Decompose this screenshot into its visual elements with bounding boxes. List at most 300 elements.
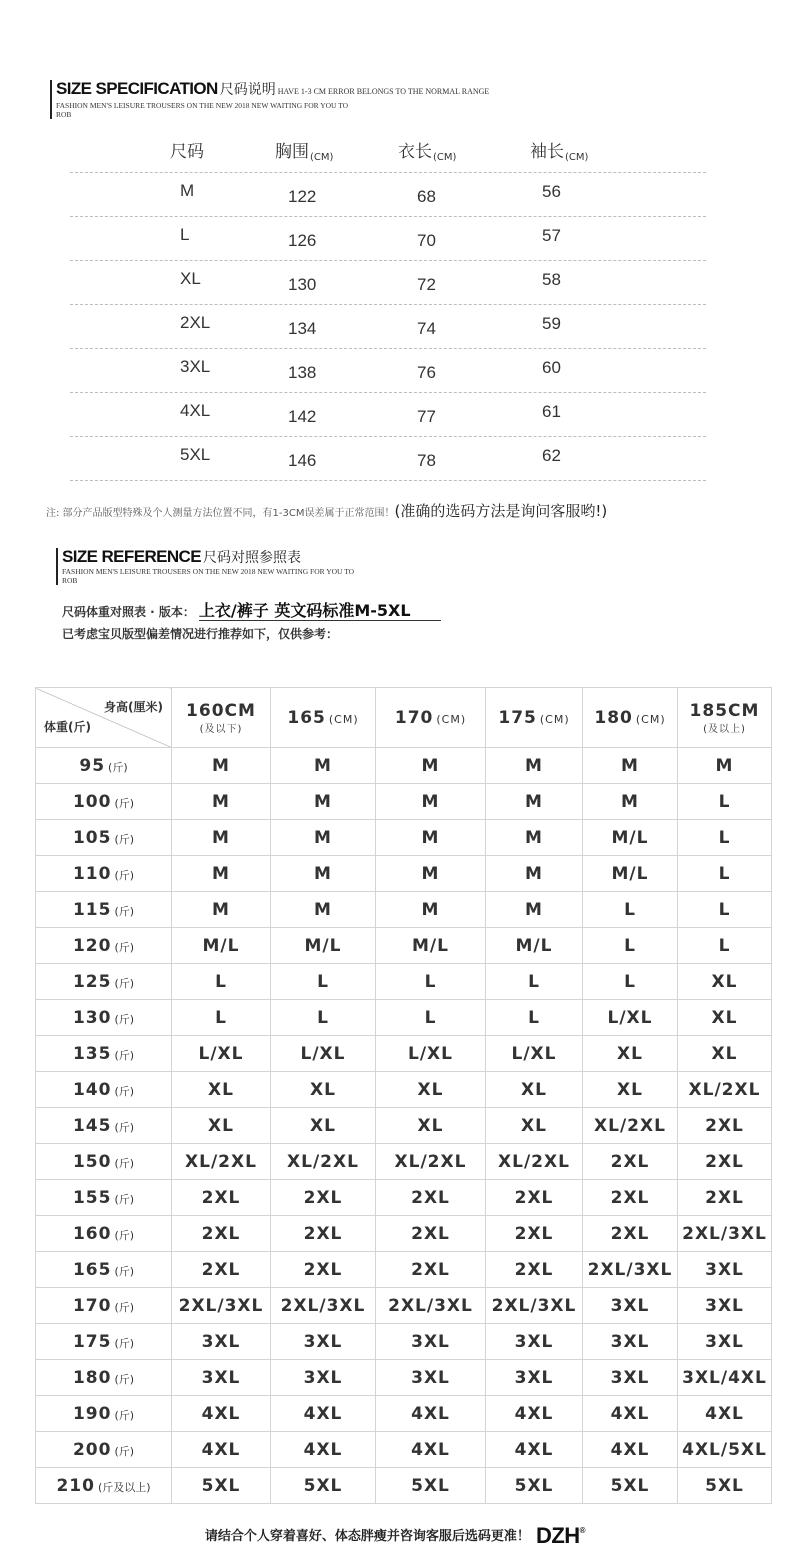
spec-row <box>70 217 706 261</box>
size-cell: XL <box>271 1108 376 1144</box>
height-unit: (CM) <box>635 712 666 726</box>
size-cell: 3XL <box>172 1360 271 1396</box>
size-cell: 2XL <box>172 1180 271 1216</box>
size-cell: 3XL <box>376 1324 486 1360</box>
size-cell: L <box>172 964 271 1000</box>
size-cell: 2XL <box>271 1180 376 1216</box>
table-row <box>36 892 772 928</box>
size-cell: L <box>376 964 486 1000</box>
size-cell: 2XL <box>376 1180 486 1216</box>
size-cell: XL <box>172 1072 271 1108</box>
spec-header-row <box>70 130 706 173</box>
weight-cell <box>36 1000 172 1036</box>
size-cell: M <box>583 748 678 784</box>
weight-unit: (斤) <box>114 1300 135 1314</box>
spec-header-unit: (CM) <box>433 152 457 163</box>
note-small: 注: 部分产品版型特殊及个人测量方法位置不同，有1-3CM误差属于正常范围！ <box>46 508 395 519</box>
measurement-note <box>46 500 607 521</box>
weight-value: 200 <box>72 1439 112 1460</box>
size-cell: M <box>172 784 271 820</box>
size-cell: 2XL <box>678 1180 772 1216</box>
spec-cell: 68 <box>417 186 436 206</box>
size-ref-header <box>56 548 362 585</box>
size-cell: M <box>486 892 583 928</box>
size-cell: 2XL <box>678 1144 772 1180</box>
size-cell: L <box>172 1000 271 1036</box>
spec-cell: 2XL <box>180 312 211 332</box>
size-cell: 4XL <box>486 1432 583 1468</box>
size-cell: 5XL <box>678 1468 772 1504</box>
size-cell: L <box>583 928 678 964</box>
spec-cell: 142 <box>288 406 317 426</box>
weight-unit: (斤) <box>114 1084 135 1098</box>
weight-unit: (斤) <box>108 760 128 774</box>
size-cell: M/L <box>583 820 678 856</box>
consider-line: 已考虑宝贝版型偏差情况进行推荐如下，仅供参考： <box>62 627 339 641</box>
size-cell: 2XL <box>486 1180 583 1216</box>
weight-unit: (斤) <box>114 940 135 954</box>
version-value: 上衣/裤子 英文码标准M-5XL <box>199 601 441 621</box>
size-cell: M/L <box>376 928 486 964</box>
size-cell: 3XL <box>583 1324 678 1360</box>
size-cell: 4XL/5XL <box>678 1432 772 1468</box>
table-row <box>36 1000 772 1036</box>
weight-value: 180 <box>72 1367 112 1388</box>
weight-cell <box>36 892 172 928</box>
height-value: 180 <box>594 707 633 728</box>
weight-cell <box>36 1108 172 1144</box>
table-row <box>36 1252 772 1288</box>
size-cell: 2XL <box>172 1252 271 1288</box>
size-cell: L <box>583 964 678 1000</box>
size-cell: M <box>376 892 486 928</box>
height-value: 165 <box>287 707 326 728</box>
size-cell: 2XL <box>583 1180 678 1216</box>
corner-height-label: 身高(厘米) <box>104 700 163 714</box>
table-row <box>36 820 772 856</box>
size-cell: L/XL <box>172 1036 271 1072</box>
weight-unit: (斤) <box>114 1444 135 1458</box>
size-cell: M <box>271 748 376 784</box>
ref-header-row <box>36 688 772 748</box>
height-sub: (及以下) <box>199 723 243 735</box>
height-value: 170 <box>394 707 434 728</box>
weight-cell <box>36 856 172 892</box>
spec-subtitle: FASHION MEN'S LEISURE TROUSERS ON THE NEW 2018 NEW WAITING FOR YOU TO ROB <box>56 101 349 119</box>
spec-cell: 122 <box>288 186 317 206</box>
size-cell: L <box>678 784 772 820</box>
weight-cell <box>36 1216 172 1252</box>
size-cell: 4XL <box>271 1396 376 1432</box>
size-cell: M <box>583 784 678 820</box>
size-cell: 2XL <box>486 1216 583 1252</box>
size-cell: M <box>678 748 772 784</box>
size-cell: XL <box>486 1108 583 1144</box>
size-cell: 2XL <box>376 1216 486 1252</box>
size-cell: 2XL/3XL <box>678 1216 772 1252</box>
spec-cell: 126 <box>288 230 317 250</box>
table-row <box>36 1432 772 1468</box>
size-cell: 3XL <box>271 1324 376 1360</box>
size-cell: XL <box>678 964 772 1000</box>
size-cell: 2XL <box>678 1108 772 1144</box>
spec-header-unit: (CM) <box>310 152 334 163</box>
size-cell: 4XL <box>583 1396 678 1432</box>
size-cell: XL <box>678 1036 772 1072</box>
ref-title-en: SIZE REFERENCE <box>62 547 201 566</box>
size-cell: L <box>376 1000 486 1036</box>
weight-unit: (斤) <box>114 904 135 918</box>
height-header-cell <box>486 688 583 748</box>
spec-header-unit: (CM) <box>565 152 589 163</box>
weight-cell <box>36 1072 172 1108</box>
size-cell: M <box>271 856 376 892</box>
spec-cell: 5XL <box>180 444 211 464</box>
size-cell: M <box>172 748 271 784</box>
size-cell: 4XL <box>486 1396 583 1432</box>
spec-cell: 4XL <box>180 400 211 420</box>
size-cell: L/XL <box>376 1036 486 1072</box>
size-cell: XL <box>172 1108 271 1144</box>
size-cell: 5XL <box>271 1468 376 1504</box>
size-cell: 3XL <box>678 1288 772 1324</box>
spec-cell: 77 <box>417 406 436 426</box>
size-cell: L <box>678 928 772 964</box>
size-cell: M/L <box>172 928 271 964</box>
spec-cell: 3XL <box>180 356 211 376</box>
weight-value: 160 <box>72 1223 112 1244</box>
weight-value: 135 <box>72 1043 112 1064</box>
spec-header-label: 衣长 <box>398 142 432 162</box>
size-cell: 3XL <box>172 1324 271 1360</box>
version-line <box>62 598 441 621</box>
size-cell: L <box>486 1000 583 1036</box>
size-spec-table <box>70 130 706 481</box>
spec-cell: 78 <box>417 450 436 470</box>
spec-header-label: 袖长 <box>530 142 564 162</box>
size-cell: M <box>271 820 376 856</box>
height-header-cell <box>271 688 376 748</box>
weight-unit: (斤) <box>114 868 135 882</box>
size-cell: 3XL <box>486 1324 583 1360</box>
height-header-cell <box>583 688 678 748</box>
height-value: 185CM <box>689 700 760 721</box>
size-cell: L <box>678 820 772 856</box>
size-cell: L/XL <box>583 1000 678 1036</box>
registered-mark: ® <box>579 1526 586 1535</box>
size-cell: 2XL/3XL <box>486 1288 583 1324</box>
ref-body <box>36 688 772 1504</box>
spec-cell: M <box>180 180 195 200</box>
weight-unit: (斤及以上) <box>97 1480 151 1494</box>
size-cell: M <box>271 784 376 820</box>
spec-cell: 76 <box>417 362 436 382</box>
spec-cell: 72 <box>417 274 436 294</box>
weight-value: 95 <box>79 755 106 776</box>
size-cell: M <box>172 856 271 892</box>
table-row <box>36 1468 772 1504</box>
ref-title-cn: 尺码对照参照表 <box>202 550 301 566</box>
size-cell: 4XL <box>376 1432 486 1468</box>
weight-value: 170 <box>72 1295 112 1316</box>
size-cell: M <box>376 820 486 856</box>
size-cell: XL <box>678 1000 772 1036</box>
size-cell: 4XL <box>678 1396 772 1432</box>
weight-cell <box>36 928 172 964</box>
table-row <box>36 1144 772 1180</box>
height-unit: (CM) <box>539 712 570 726</box>
size-cell: 2XL <box>271 1252 376 1288</box>
size-cell: 2XL <box>376 1252 486 1288</box>
brand-logo <box>536 1523 585 1548</box>
table-row <box>36 1396 772 1432</box>
height-unit: (CM) <box>436 712 467 726</box>
size-cell: XL <box>271 1072 376 1108</box>
size-cell: M <box>486 784 583 820</box>
size-cell: 2XL <box>172 1216 271 1252</box>
size-cell: XL <box>583 1072 678 1108</box>
spec-cell: 146 <box>288 450 317 470</box>
size-cell: M <box>172 892 271 928</box>
size-cell: XL/2XL <box>172 1144 271 1180</box>
spec-row <box>70 305 706 349</box>
spec-row <box>70 393 706 437</box>
size-cell: L <box>271 964 376 1000</box>
table-row <box>36 1216 772 1252</box>
spec-header-label: 胸围 <box>275 142 309 162</box>
spec-cell: 56 <box>542 181 561 201</box>
size-cell: 2XL <box>583 1216 678 1252</box>
spec-row <box>70 173 706 217</box>
height-unit: (CM) <box>328 712 359 726</box>
spec-cell: 130 <box>288 274 317 294</box>
size-cell: 4XL <box>172 1432 271 1468</box>
size-cell: 5XL <box>583 1468 678 1504</box>
height-header-cell <box>376 688 486 748</box>
spec-cell: 59 <box>542 313 561 333</box>
weight-cell <box>36 1036 172 1072</box>
size-cell: 3XL <box>583 1360 678 1396</box>
size-cell: 2XL <box>583 1144 678 1180</box>
size-cell: 3XL <box>583 1288 678 1324</box>
table-row <box>36 1072 772 1108</box>
spec-cell: 70 <box>417 230 436 250</box>
weight-cell <box>36 748 172 784</box>
size-reference-table <box>35 687 772 1504</box>
brand-logo-text: DZH <box>535 1523 580 1548</box>
table-row <box>36 748 772 784</box>
spec-cell: 58 <box>542 269 561 289</box>
size-cell: M <box>486 820 583 856</box>
weight-value: 210 <box>56 1475 95 1496</box>
spec-row <box>70 437 706 481</box>
weight-value: 175 <box>72 1331 112 1352</box>
height-value: 175 <box>498 707 537 728</box>
weight-cell <box>36 1360 172 1396</box>
weight-cell <box>36 1144 172 1180</box>
weight-cell <box>36 820 172 856</box>
weight-value: 115 <box>72 899 112 920</box>
size-cell: 3XL/4XL <box>678 1360 772 1396</box>
footer <box>0 1523 790 1549</box>
size-cell: XL/2XL <box>486 1144 583 1180</box>
weight-cell <box>36 1396 172 1432</box>
size-cell: XL <box>376 1072 486 1108</box>
weight-cell <box>36 784 172 820</box>
spec-header-cell <box>530 130 588 172</box>
size-cell: 2XL <box>486 1252 583 1288</box>
weight-value: 155 <box>72 1187 112 1208</box>
size-cell: 2XL/3XL <box>376 1288 486 1324</box>
size-cell: 4XL <box>271 1432 376 1468</box>
spec-title-note: HAVE 1-3 CM ERROR BELONGS TO THE NORMAL RANGE <box>277 87 490 96</box>
size-cell: 2XL/3XL <box>172 1288 271 1324</box>
weight-unit: (斤) <box>114 1228 135 1242</box>
size-cell: XL/2XL <box>583 1108 678 1144</box>
table-row <box>36 928 772 964</box>
weight-unit: (斤) <box>114 1012 135 1026</box>
size-cell: M <box>486 856 583 892</box>
spec-title-cn: 尺码说明 <box>219 82 276 98</box>
spec-cell: 74 <box>417 318 436 338</box>
size-cell: L/XL <box>271 1036 376 1072</box>
weight-unit: (斤) <box>114 832 135 846</box>
weight-cell <box>36 1288 172 1324</box>
spec-cell: XL <box>180 268 201 288</box>
size-cell: 3XL <box>376 1360 486 1396</box>
size-cell: M <box>486 748 583 784</box>
weight-unit: (斤) <box>114 1156 135 1170</box>
table-row <box>36 1360 772 1396</box>
weight-value: 165 <box>72 1259 112 1280</box>
version-label: 尺码体重对照表 · 版本： <box>62 605 195 619</box>
table-row <box>36 1180 772 1216</box>
corner-cell <box>36 688 172 748</box>
height-sub: (及以上) <box>703 723 746 735</box>
size-cell: L <box>583 892 678 928</box>
size-cell: XL/2XL <box>376 1144 486 1180</box>
size-cell: 5XL <box>486 1468 583 1504</box>
size-cell: 2XL/3XL <box>583 1252 678 1288</box>
weight-unit: (斤) <box>114 1264 135 1278</box>
size-cell: 4XL <box>172 1396 271 1432</box>
weight-value: 130 <box>72 1007 112 1028</box>
weight-unit: (斤) <box>114 796 135 810</box>
spec-header-cell <box>398 130 456 172</box>
weight-value: 105 <box>72 827 112 848</box>
weight-unit: (斤) <box>114 976 135 990</box>
footer-text: 请结合个人穿着喜好、体态胖瘦并咨询客服后选码更准！ <box>204 1529 530 1544</box>
table-row <box>36 784 772 820</box>
weight-value: 145 <box>72 1115 112 1136</box>
weight-value: 100 <box>72 791 112 812</box>
size-cell: 2XL/3XL <box>271 1288 376 1324</box>
size-cell: M <box>271 892 376 928</box>
size-cell: XL/2XL <box>271 1144 376 1180</box>
spec-row <box>70 261 706 305</box>
size-cell: L <box>678 892 772 928</box>
spec-header-label: 尺码 <box>170 142 204 162</box>
size-spec-header <box>50 80 489 119</box>
size-cell: 3XL <box>678 1324 772 1360</box>
weight-cell <box>36 1432 172 1468</box>
size-cell: L/XL <box>486 1036 583 1072</box>
weight-value: 190 <box>72 1403 112 1424</box>
weight-value: 120 <box>72 935 112 956</box>
table-row <box>36 1108 772 1144</box>
size-cell: 5XL <box>376 1468 486 1504</box>
size-cell: XL/2XL <box>678 1072 772 1108</box>
size-cell: 3XL <box>486 1360 583 1396</box>
size-cell: M <box>376 856 486 892</box>
table-row <box>36 964 772 1000</box>
spec-cell: L <box>180 224 190 244</box>
spec-cell: 134 <box>288 318 317 338</box>
weight-unit: (斤) <box>114 1048 135 1062</box>
spec-body <box>70 173 706 481</box>
spec-row <box>70 349 706 393</box>
table-row <box>36 856 772 892</box>
size-cell: M <box>376 784 486 820</box>
table-row <box>36 1324 772 1360</box>
corner-weight-label: 体重(斤) <box>44 720 91 734</box>
size-cell: XL <box>486 1072 583 1108</box>
height-header-cell <box>172 688 271 748</box>
weight-cell <box>36 1468 172 1504</box>
ref-subtitle: FASHION MEN'S LEISURE TROUSERS ON THE NEW 2018 NEW WAITING FOR YOU TO ROB <box>62 567 355 585</box>
spec-cell: 57 <box>542 225 561 245</box>
size-cell: M <box>376 748 486 784</box>
size-cell: M/L <box>486 928 583 964</box>
size-cell: XL <box>376 1108 486 1144</box>
size-cell: 3XL <box>678 1252 772 1288</box>
size-cell: L <box>271 1000 376 1036</box>
size-cell: M/L <box>271 928 376 964</box>
size-cell: 4XL <box>583 1432 678 1468</box>
size-cell: XL <box>583 1036 678 1072</box>
weight-unit: (斤) <box>114 1336 135 1350</box>
size-cell: L <box>486 964 583 1000</box>
spec-title-en: SIZE SPECIFICATION <box>56 79 218 98</box>
weight-value: 140 <box>72 1079 112 1100</box>
weight-cell <box>36 1324 172 1360</box>
size-cell: L <box>678 856 772 892</box>
weight-unit: (斤) <box>114 1372 135 1386</box>
size-cell: 3XL <box>271 1360 376 1396</box>
spec-cell: 60 <box>542 357 561 377</box>
size-cell: M <box>172 820 271 856</box>
table-row <box>36 1036 772 1072</box>
note-big: (准确的选码方法是询问客服哟!) <box>394 502 608 520</box>
weight-unit: (斤) <box>114 1408 135 1422</box>
weight-value: 150 <box>72 1151 112 1172</box>
table-row <box>36 1288 772 1324</box>
spec-cell: 62 <box>542 445 561 465</box>
weight-value: 110 <box>72 863 112 884</box>
weight-cell <box>36 1252 172 1288</box>
height-value: 160CM <box>186 700 256 721</box>
weight-unit: (斤) <box>114 1192 135 1206</box>
weight-unit: (斤) <box>114 1120 135 1134</box>
weight-value: 125 <box>72 971 112 992</box>
size-cell: M/L <box>583 856 678 892</box>
size-cell: 5XL <box>172 1468 271 1504</box>
spec-header-cell <box>170 130 204 172</box>
spec-header-cell <box>275 130 333 172</box>
spec-cell: 61 <box>542 401 561 421</box>
weight-cell <box>36 1180 172 1216</box>
weight-cell <box>36 964 172 1000</box>
